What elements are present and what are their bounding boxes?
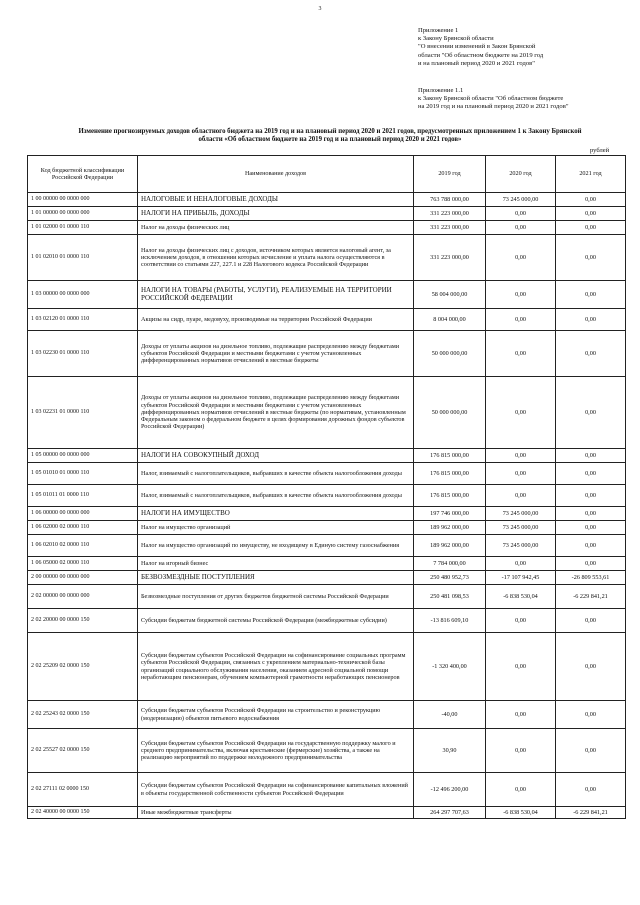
value-2019-cell: 30,90 [414, 729, 486, 773]
document-heading: Изменение прогнозируемых доходов областного бюджета на 2019 год и на плановый период 2020 и 2021 годов, предусмотренных приложением 1 к Закону Брянской области «Об областном бюджете на 2019 год и на плановый период 2020 и 2021 годов» [78, 128, 582, 144]
value-2020-cell: 73 245 000,00 [486, 507, 556, 521]
name-cell: Безвозмездные поступления от других бюджетов бюджетной системы Российской Федерации [138, 585, 414, 609]
table-row [28, 449, 626, 463]
annex1-line: области "Об областном бюджете на 2019 год [418, 51, 544, 59]
name-cell: БЕЗВОЗМЕЗДНЫЕ ПОСТУПЛЕНИЯ [138, 571, 414, 585]
table-row [28, 633, 626, 701]
table-row [28, 207, 626, 221]
value-2021-cell: 0,00 [556, 633, 626, 701]
code-cell: 2 02 00000 00 0000 000 [28, 585, 138, 609]
value-2021-cell: 0,00 [556, 609, 626, 633]
name-cell: Субсидии бюджетам субъектов Российской Федерации на государственную поддержку малого и среднего предпринимательства, включая крестьянские (фермерские) хозяйства, а также на реализацию мероприятий по поддержке молодежного предпринимательства [138, 729, 414, 773]
table-row [28, 221, 626, 235]
value-2020-cell: 0,00 [486, 221, 556, 235]
value-2021-cell: 0,00 [556, 521, 626, 535]
code-cell: 1 06 02010 02 0000 110 [28, 535, 138, 557]
value-2020-cell: -17 107 942,45 [486, 571, 556, 585]
table-row [28, 309, 626, 331]
code-cell: 1 06 05000 02 0000 110 [28, 557, 138, 571]
value-2020-cell: 0,00 [486, 609, 556, 633]
value-2020-cell: -6 838 530,04 [486, 585, 556, 609]
table-row [28, 535, 626, 557]
page-number: 3 [318, 6, 322, 12]
value-2019-cell: 331 223 000,00 [414, 235, 486, 281]
value-2020-cell: 0,00 [486, 633, 556, 701]
annex1-line: Приложение 1 [418, 27, 459, 34]
code-cell: 2 02 25527 02 0000 150 [28, 729, 138, 773]
value-2021-cell: 0,00 [556, 773, 626, 807]
table-row [28, 557, 626, 571]
value-2019-cell: -12 496 200,00 [414, 773, 486, 807]
table-row [28, 507, 626, 521]
name-cell: Доходы от уплаты акцизов на дизельное топливо, подлежащие распределению между бюджетами субъектов Российской Федерации и местными бюджетами с учетом установленных дифференцированных нормативов отчислений в местные бюджеты (по нормативам, установленным Федеральным законом о федеральном бюджете в целях формирования дорожных фондов субъектов Российской Федерации) [138, 377, 414, 449]
value-2020-cell: 0,00 [486, 485, 556, 507]
name-cell: Субсидии бюджетам субъектов Российской Федерации на софинансирование социальных программ субъектов Российской Федерации, связанных с укреплением материально-технической базы организаций социального обслуживания населения, оказанием адресной социальной помощи неработающим пенсионерам, обучением компьютерной грамотности неработающих пенсионеров [138, 633, 414, 701]
header-name: Наименование доходов [138, 156, 414, 193]
name-cell: НАЛОГИ НА ТОВАРЫ (РАБОТЫ, УСЛУГИ), РЕАЛИЗУЕМЫЕ НА ТЕРРИТОРИИ РОССИЙСКОЙ ФЕДЕРАЦИИ [138, 281, 414, 309]
value-2021-cell: 0,00 [556, 235, 626, 281]
annex2-line: Приложение 1.1 [418, 87, 464, 94]
value-2021-cell: 0,00 [556, 221, 626, 235]
name-cell: Доходы от уплаты акцизов на дизельное топливо, подлежащие распределению между бюджетами субъектов Российской Федерации и местными бюджетами с учетом установленных дифференцированных нормативов отчислений в местные бюджеты [138, 331, 414, 377]
value-2020-cell: 73 245 000,00 [486, 535, 556, 557]
table-row [28, 331, 626, 377]
code-cell: 1 01 02000 01 0000 110 [28, 221, 138, 235]
code-cell: 1 06 00000 00 0000 000 [28, 507, 138, 521]
name-cell: Налог на имущество организаций по имуществу, не входящему в Единую систему газоснабжения [138, 535, 414, 557]
value-2021-cell: -26 809 553,61 [556, 571, 626, 585]
value-2020-cell: 0,00 [486, 557, 556, 571]
value-2020-cell: 73 245 000,00 [486, 193, 556, 207]
table-row [28, 235, 626, 281]
value-2019-cell: 176 815 000,00 [414, 485, 486, 507]
code-cell: 1 05 00000 00 0000 000 [28, 449, 138, 463]
value-2020-cell: 0,00 [486, 235, 556, 281]
table-row [28, 193, 626, 207]
value-2019-cell: 763 788 000,00 [414, 193, 486, 207]
name-cell: Налог, взимаемый с налогоплательщиков, выбравших в качестве объекта налогообложения доходы [138, 485, 414, 507]
value-2019-cell: 8 004 000,00 [414, 309, 486, 331]
name-cell: Субсидии бюджетам бюджетной системы Российской Федерации (межбюджетные субсидии) [138, 609, 414, 633]
name-cell: Налог на игорный бизнес [138, 557, 414, 571]
table-row [28, 281, 626, 309]
value-2019-cell: 50 000 000,00 [414, 331, 486, 377]
value-2021-cell: 0,00 [556, 535, 626, 557]
code-cell: 1 05 01010 01 0000 110 [28, 463, 138, 485]
unit-label: рублей [590, 147, 610, 154]
code-cell: 2 02 20000 00 0000 150 [28, 609, 138, 633]
value-2020-cell: 0,00 [486, 331, 556, 377]
value-2021-cell: 0,00 [556, 377, 626, 449]
name-cell: НАЛОГИ НА ИМУЩЕСТВО [138, 507, 414, 521]
name-cell: НАЛОГИ НА ПРИБЫЛЬ, ДОХОДЫ [138, 207, 414, 221]
code-cell: 2 02 40000 00 0000 150 [28, 807, 138, 819]
value-2019-cell: 189 962 000,00 [414, 535, 486, 557]
value-2019-cell: 331 223 000,00 [414, 221, 486, 235]
code-cell: 1 03 02230 01 0000 110 [28, 331, 138, 377]
value-2020-cell: 0,00 [486, 463, 556, 485]
name-cell: Субсидии бюджетам субъектов Российской Федерации на строительство и реконструкцию (модернизацию) объектов питьевого водоснабжения [138, 701, 414, 729]
value-2021-cell: 0,00 [556, 449, 626, 463]
value-2021-cell: 0,00 [556, 207, 626, 221]
value-2019-cell: 176 815 000,00 [414, 463, 486, 485]
value-2020-cell: 0,00 [486, 281, 556, 309]
value-2020-cell: -6 838 530,04 [486, 807, 556, 819]
header-2020: 2020 год [486, 156, 556, 193]
code-cell: 2 02 25243 02 0000 150 [28, 701, 138, 729]
value-2019-cell: 50 000 000,00 [414, 377, 486, 449]
code-cell: 1 06 02000 02 0000 110 [28, 521, 138, 535]
value-2021-cell: 0,00 [556, 331, 626, 377]
value-2019-cell: 331 223 000,00 [414, 207, 486, 221]
value-2021-cell: 0,00 [556, 485, 626, 507]
header-2021: 2021 год [556, 156, 626, 193]
value-2021-cell: 0,00 [556, 281, 626, 309]
value-2019-cell: 176 815 000,00 [414, 449, 486, 463]
name-cell: Налог на доходы физических лиц с доходов, источником которых является налоговый агент, за исключением доходов, в отношении которых исчисление и уплата налога осуществляются в соответствии со статьями 227, 227.1 и 228 Налогового кодекса Российской Федерации [138, 235, 414, 281]
header-2019: 2019 год [414, 156, 486, 193]
value-2019-cell: 189 962 000,00 [414, 521, 486, 535]
table-row [28, 571, 626, 585]
table-header-row [28, 156, 626, 193]
name-cell: Налог на имущество организаций [138, 521, 414, 535]
value-2019-cell: -1 320 400,00 [414, 633, 486, 701]
value-2021-cell: 0,00 [556, 507, 626, 521]
annex1-line: к Закону Брянской области [418, 35, 494, 43]
name-cell: Налог на доходы физических лиц [138, 221, 414, 235]
revenue-table [27, 155, 626, 819]
table-row [28, 701, 626, 729]
table-row [28, 463, 626, 485]
annex-1-1-block [418, 87, 569, 112]
annex2-line: к Закону Брянской области "Об областном бюджете [418, 95, 564, 103]
value-2021-cell: -6 229 841,21 [556, 807, 626, 819]
value-2021-cell: 0,00 [556, 729, 626, 773]
value-2019-cell: 7 784 000,00 [414, 557, 486, 571]
name-cell: Субсидии бюджетам субъектов Российской Федерации на софинансирование капитальных вложений в объекты государственной собственности субъектов Российской Федерации [138, 773, 414, 807]
value-2019-cell: -13 816 609,10 [414, 609, 486, 633]
value-2021-cell: 0,00 [556, 463, 626, 485]
table-row [28, 773, 626, 807]
value-2020-cell: 0,00 [486, 449, 556, 463]
annex1-line: и на плановый период 2020 и 2021 годов" [418, 59, 535, 67]
code-cell: 1 03 00000 00 0000 000 [28, 281, 138, 309]
code-cell: 2 02 25209 02 0000 150 [28, 633, 138, 701]
table-body [28, 193, 626, 819]
header-code: Код бюджетной классификации Российской Федерации [28, 156, 138, 193]
value-2020-cell: 0,00 [486, 377, 556, 449]
table-row [28, 729, 626, 773]
code-cell: 1 05 01011 01 0000 110 [28, 485, 138, 507]
name-cell: Налог, взимаемый с налогоплательщиков, выбравших в качестве объекта налогообложения доходы [138, 463, 414, 485]
name-cell: Акцизы на сидр, пуаре, медовуху, производимые на территории Российской Федерации [138, 309, 414, 331]
code-cell: 1 01 00000 00 0000 000 [28, 207, 138, 221]
value-2021-cell: 0,00 [556, 193, 626, 207]
value-2019-cell: 58 004 000,00 [414, 281, 486, 309]
value-2019-cell: 197 746 000,00 [414, 507, 486, 521]
code-cell: 2 02 27111 02 0000 150 [28, 773, 138, 807]
code-cell: 1 03 02231 01 0000 110 [28, 377, 138, 449]
table-row [28, 585, 626, 609]
name-cell: НАЛОГОВЫЕ И НЕНАЛОГОВЫЕ ДОХОДЫ [138, 193, 414, 207]
value-2019-cell: 264 297 707,63 [414, 807, 486, 819]
annex-1-block [418, 27, 543, 68]
annex1-line: "О внесении изменений в Закон Брянской [418, 43, 536, 51]
table-row [28, 485, 626, 507]
code-cell: 1 01 02010 01 0000 110 [28, 235, 138, 281]
value-2021-cell: 0,00 [556, 701, 626, 729]
value-2020-cell: 0,00 [486, 207, 556, 221]
code-cell: 2 00 00000 00 0000 000 [28, 571, 138, 585]
table-row [28, 807, 626, 819]
name-cell: Иные межбюджетные трансферты [138, 807, 414, 819]
value-2020-cell: 73 245 000,00 [486, 521, 556, 535]
value-2019-cell: 250 481 098,53 [414, 585, 486, 609]
value-2021-cell: 0,00 [556, 309, 626, 331]
value-2021-cell: -6 229 841,21 [556, 585, 626, 609]
value-2020-cell: 0,00 [486, 701, 556, 729]
value-2020-cell: 0,00 [486, 773, 556, 807]
code-cell: 1 03 02120 01 0000 110 [28, 309, 138, 331]
table-row [28, 521, 626, 535]
code-cell: 1 00 00000 00 0000 000 [28, 193, 138, 207]
value-2020-cell: 0,00 [486, 309, 556, 331]
table-row [28, 377, 626, 449]
value-2019-cell: 250 480 952,73 [414, 571, 486, 585]
value-2020-cell: 0,00 [486, 729, 556, 773]
value-2021-cell: 0,00 [556, 557, 626, 571]
table-row [28, 609, 626, 633]
annex2-line: на 2019 год и на плановый период 2020 и 2021 годов" [418, 103, 569, 111]
name-cell: НАЛОГИ НА СОВОКУПНЫЙ ДОХОД [138, 449, 414, 463]
value-2019-cell: -40,00 [414, 701, 486, 729]
